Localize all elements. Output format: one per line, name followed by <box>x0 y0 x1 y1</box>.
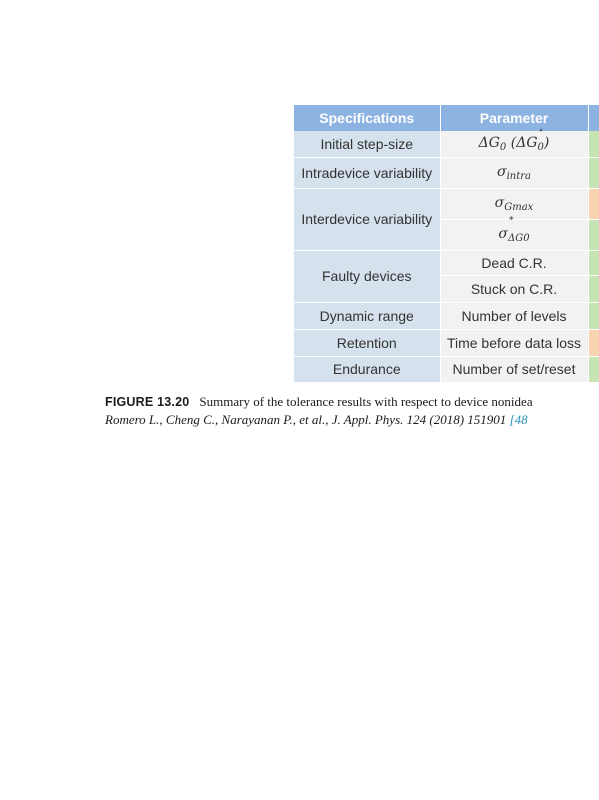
spec-cell: Retention <box>294 329 440 356</box>
table-row <box>294 329 599 356</box>
param-sigma-gmax: $\sigma_{Gmax}$ <box>494 195 534 213</box>
param-sigma-intra: $\sigma_{intra}$ <box>497 164 531 182</box>
param-cell <box>440 157 588 188</box>
table-row <box>294 188 599 219</box>
param-cell <box>440 126 588 157</box>
caption-text: Summary of the tolerance results with respect to device nonidea <box>199 394 533 409</box>
param-cell: Number of set/reset <box>440 356 588 382</box>
figure-caption <box>105 393 599 429</box>
param-cell: Dead C.R. <box>440 250 588 275</box>
spec-cell: Intradevice variability <box>294 157 440 188</box>
spec-cell: Endurance <box>294 356 440 382</box>
table-row <box>294 356 599 382</box>
header-specifications: Specifications <box>294 105 440 131</box>
tolerance-summary-table-container <box>294 105 599 382</box>
spec-cell: Faulty devices <box>294 250 440 302</box>
figure-label: FIGURE 13.20 <box>105 395 190 409</box>
table-row <box>294 250 599 275</box>
result-cell <box>588 275 599 302</box>
param-sigma-delta-g0: $\sigma_{\Delta G0}$ * <box>498 216 530 244</box>
result-cell <box>588 219 599 250</box>
table-row <box>294 157 599 188</box>
caption-line-1 <box>105 393 599 411</box>
param-cell: Stuck on C.R. <box>440 275 588 302</box>
header-result <box>588 105 599 131</box>
caption-line-2 <box>105 411 599 429</box>
spec-cell: Dynamic range <box>294 302 440 329</box>
table-row <box>294 131 599 157</box>
param-cell: Number of levels <box>440 302 588 329</box>
result-cell <box>588 356 599 382</box>
param-cell <box>440 216 588 250</box>
caption-citation: Romero L., Cheng C., Narayanan P., et al., J. Appl. Phys. 124 (2018) 151901 <box>105 412 507 427</box>
result-cell <box>588 302 599 329</box>
result-cell <box>588 329 599 356</box>
header-parameter: Parameter <box>440 105 588 131</box>
result-cell <box>588 250 599 275</box>
reference-link[interactable]: [48 <box>509 412 528 427</box>
table-row <box>294 302 599 329</box>
param-initial-step-size: $\Delta G_0$ ($\Delta G_0$ ⋆ ) <box>478 126 550 154</box>
param-cell <box>440 188 588 219</box>
tolerance-summary-table <box>294 105 599 382</box>
result-cell <box>588 131 599 157</box>
spec-cell: Initial step-size <box>294 131 440 157</box>
spec-cell: Interdevice variability <box>294 188 440 250</box>
table-header-row <box>294 105 599 131</box>
result-cell <box>588 188 599 219</box>
result-cell <box>588 157 599 188</box>
param-cell: Time before data loss <box>440 329 588 356</box>
